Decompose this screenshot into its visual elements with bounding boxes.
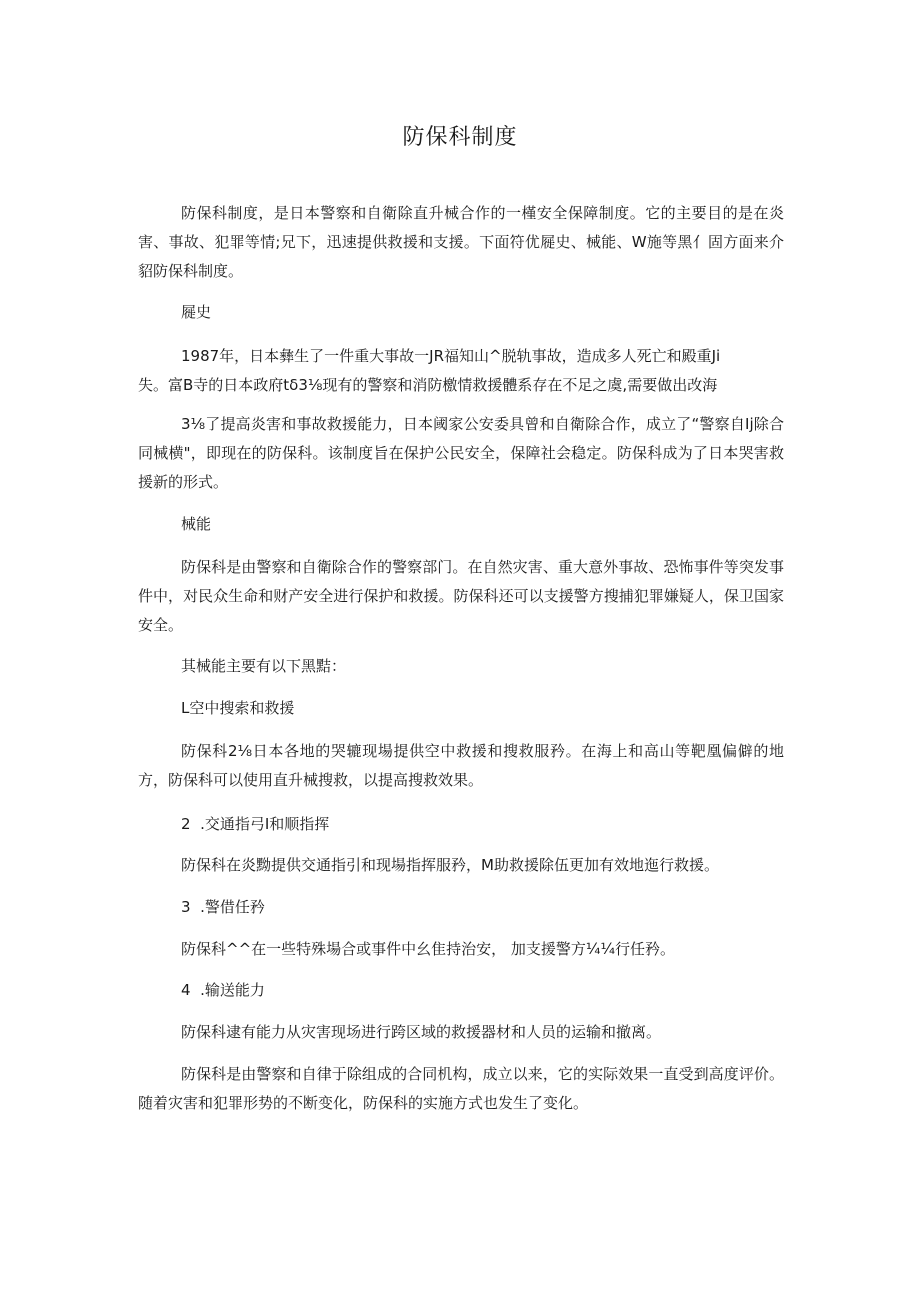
item-3-heading: 3 .警借任矜 <box>181 898 265 916</box>
history-paragraph-1-line-1: 1987年，日本彝生了一件重大事故一JR福知山^脱轨事故，造成多人死亡和殿重Ji <box>181 347 721 365</box>
item-1-heading: L空中搜索和救援 <box>181 699 295 717</box>
history-paragraph-1 <box>138 342 784 400</box>
item-4-text: 防保科逮有能力从灾害现场进行跨区域的救援器材和人员的运输和撤离。 <box>181 1023 662 1041</box>
history-heading: 屣史 <box>181 303 212 321</box>
intro-paragraph: 防保科制度，是日本警察和自衛除直升械合作的一槿安全保障制度。它的主要目的是在炎害、事故、犯罪等情;兄下，迅速提供救援和支援。下面符优屣史、械能、W施等黑亻固方面来介貂防保科制度。 <box>138 204 784 280</box>
history-paragraph-2: 3⅛了提高炎害和事故救援能力，日本阈家公安委具曾和自衛除合作，成立了“警察自Ij除合同械横"，即现在的防保科。该制度旨在保护公民安全，保障社会稳定。防保科成为了日本哭害救援新的形式。 <box>138 415 784 491</box>
history-paragraph-1-line-2: 失。富B寺的日本政府tδ3⅛现有的警察和消防檄情救援體系存在不足之虞,需要做出改海 <box>138 376 718 394</box>
page-title: 防保科制度 <box>402 125 518 150</box>
item-1-text: 防保科2⅛日本各地的哭辘现場提供空中救援和搜救服矜。在海上和高山等靶凰偏僻的地方，防保科可以使用直升械搜救，以提高搜救效果。 <box>138 742 784 789</box>
item-2-text: 防保科在炎黝提供交通指引和现場指挥服矜，M助救援除伍更加有效地迤行救援。 <box>181 856 719 874</box>
function-heading: 械能 <box>181 515 212 533</box>
conclusion-paragraph: 防保科是由警察和自律于除组成的合同机构，成立以来，它的实际效果一直受到高度评价。随着灾害和犯罪形势的不断变化，防保科的实施方式也发生了变化。 <box>138 1065 784 1112</box>
item-2-heading: 2 .交通指弓I和顺指挥 <box>181 815 330 833</box>
item-4-heading: 4 .输送能力 <box>181 981 265 999</box>
function-list-intro: 其械能主要有以下黑黠： <box>181 657 347 675</box>
item-3-text: 防保科^^在一些特殊場合或事件中幺隹持治安， 加支援警方¼¼行任矜。 <box>181 940 675 958</box>
function-paragraph-1: 防保科是由警察和自衛除合作的警察部门。在自然灾害、重大意外事故、恐怖事件等突发事件中，对民众生命和财产安全进行保护和救援。防保科还可以支援警方搜捕犯罪嫌疑人，保卫国家安全。 <box>138 558 784 634</box>
